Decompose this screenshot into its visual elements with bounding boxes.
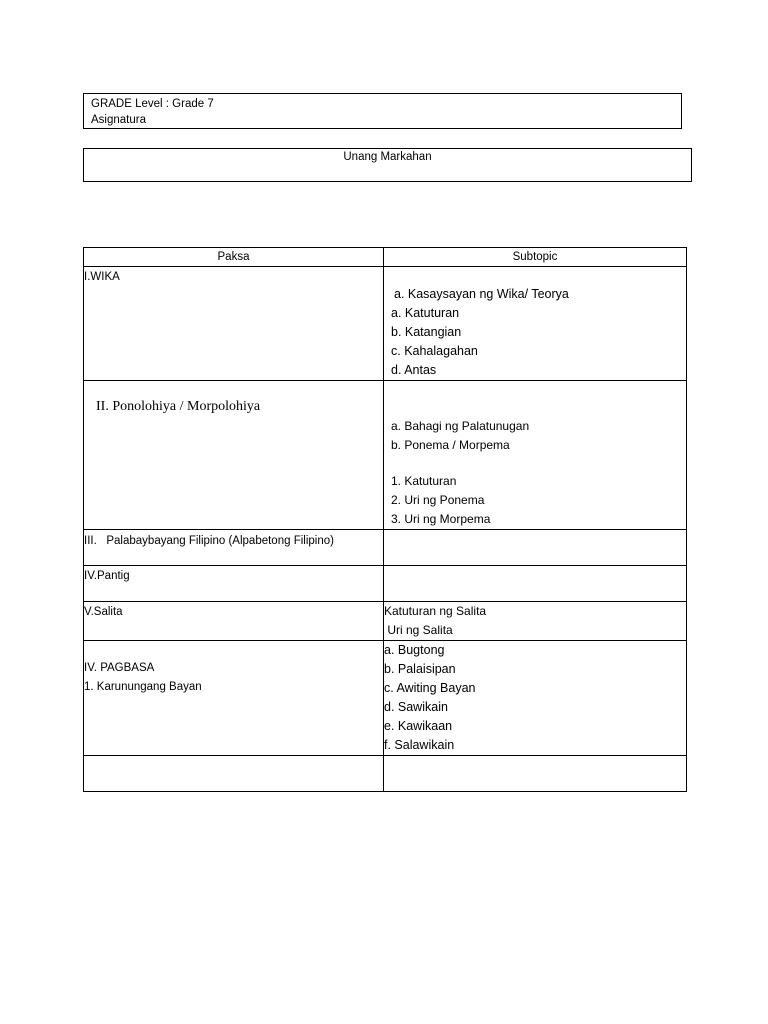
- table-row: [84, 602, 687, 641]
- table-row: [84, 381, 687, 530]
- subtopic-item: 3. Uri ng Morpema: [391, 512, 491, 526]
- topic-cell: [84, 641, 384, 756]
- topic-cell: [84, 566, 384, 602]
- topic-label: IV.Pantig: [84, 570, 130, 582]
- topic-sublabel: 1. Karunungang Bayan: [84, 681, 202, 693]
- topic-label: IV. PAGBASA: [84, 662, 155, 674]
- subtopic-item: b. Palaisipan: [384, 662, 456, 676]
- curriculum-table: [83, 247, 687, 792]
- subtopic-item: a. Kasaysayan ng Wika/ Teorya: [394, 287, 569, 301]
- subtopic-item: 1. Katuturan: [391, 474, 457, 488]
- grade-level-label: GRADE Level : Grade 7: [91, 98, 214, 110]
- topic-cell: [84, 267, 384, 381]
- subject-label: Asignatura: [91, 114, 146, 126]
- topic-label: V.Salita: [84, 606, 123, 618]
- subtopic-cell: [384, 267, 687, 381]
- subtopic-cell: [384, 381, 687, 530]
- table-header-row: [84, 248, 687, 267]
- topic-cell: [84, 756, 384, 792]
- subtopic-item: b. Ponema / Morpema: [391, 438, 510, 452]
- grade-info-box: [83, 93, 682, 129]
- table-row: [84, 530, 687, 566]
- quarter-title-box: [83, 148, 692, 182]
- subtopic-cell: [384, 530, 687, 566]
- quarter-title: Unang Markahan: [343, 151, 432, 163]
- table-row: [84, 267, 687, 381]
- table-row: [84, 566, 687, 602]
- subtopic-item: c. Awiting Bayan: [384, 681, 476, 695]
- table-row: [84, 756, 687, 792]
- table-row: [84, 641, 687, 756]
- subtopic-item: Uri ng Salita: [384, 623, 453, 637]
- subtopic-item: Katuturan ng Salita: [384, 604, 487, 618]
- topic-label: III. Palabaybayang Filipino (Alpabetong Filipino): [84, 535, 334, 547]
- subtopic-cell: [384, 756, 687, 792]
- subtopic-item: c. Kahalagahan: [391, 344, 478, 358]
- subtopic-item: d. Sawikain: [384, 700, 448, 714]
- subtopic-item: e. Kawikaan: [384, 719, 453, 733]
- subtopic-item: d. Antas: [391, 363, 437, 377]
- subtopic-item: b. Katangian: [391, 325, 462, 339]
- subtopic-item: 2. Uri ng Ponema: [391, 493, 485, 507]
- subtopic-cell: [384, 566, 687, 602]
- topic-cell: [84, 381, 384, 530]
- subtopic-item: a. Bugtong: [384, 643, 445, 657]
- subtopic-item: f. Salawikain: [384, 738, 455, 752]
- topic-cell: [84, 530, 384, 566]
- subtopic-cell: [384, 602, 687, 641]
- header-paksa: Paksa: [84, 248, 384, 267]
- subtopic-item: a. Katuturan: [391, 306, 460, 320]
- subtopic-cell: [384, 641, 687, 756]
- header-subtopic: Subtopic: [384, 248, 687, 267]
- topic-label: II. Ponolohiya / Morpolohiya: [96, 399, 261, 414]
- topic-label: I.WIKA: [84, 271, 120, 283]
- subtopic-item: a. Bahagi ng Palatunugan: [391, 419, 530, 433]
- topic-cell: [84, 602, 384, 641]
